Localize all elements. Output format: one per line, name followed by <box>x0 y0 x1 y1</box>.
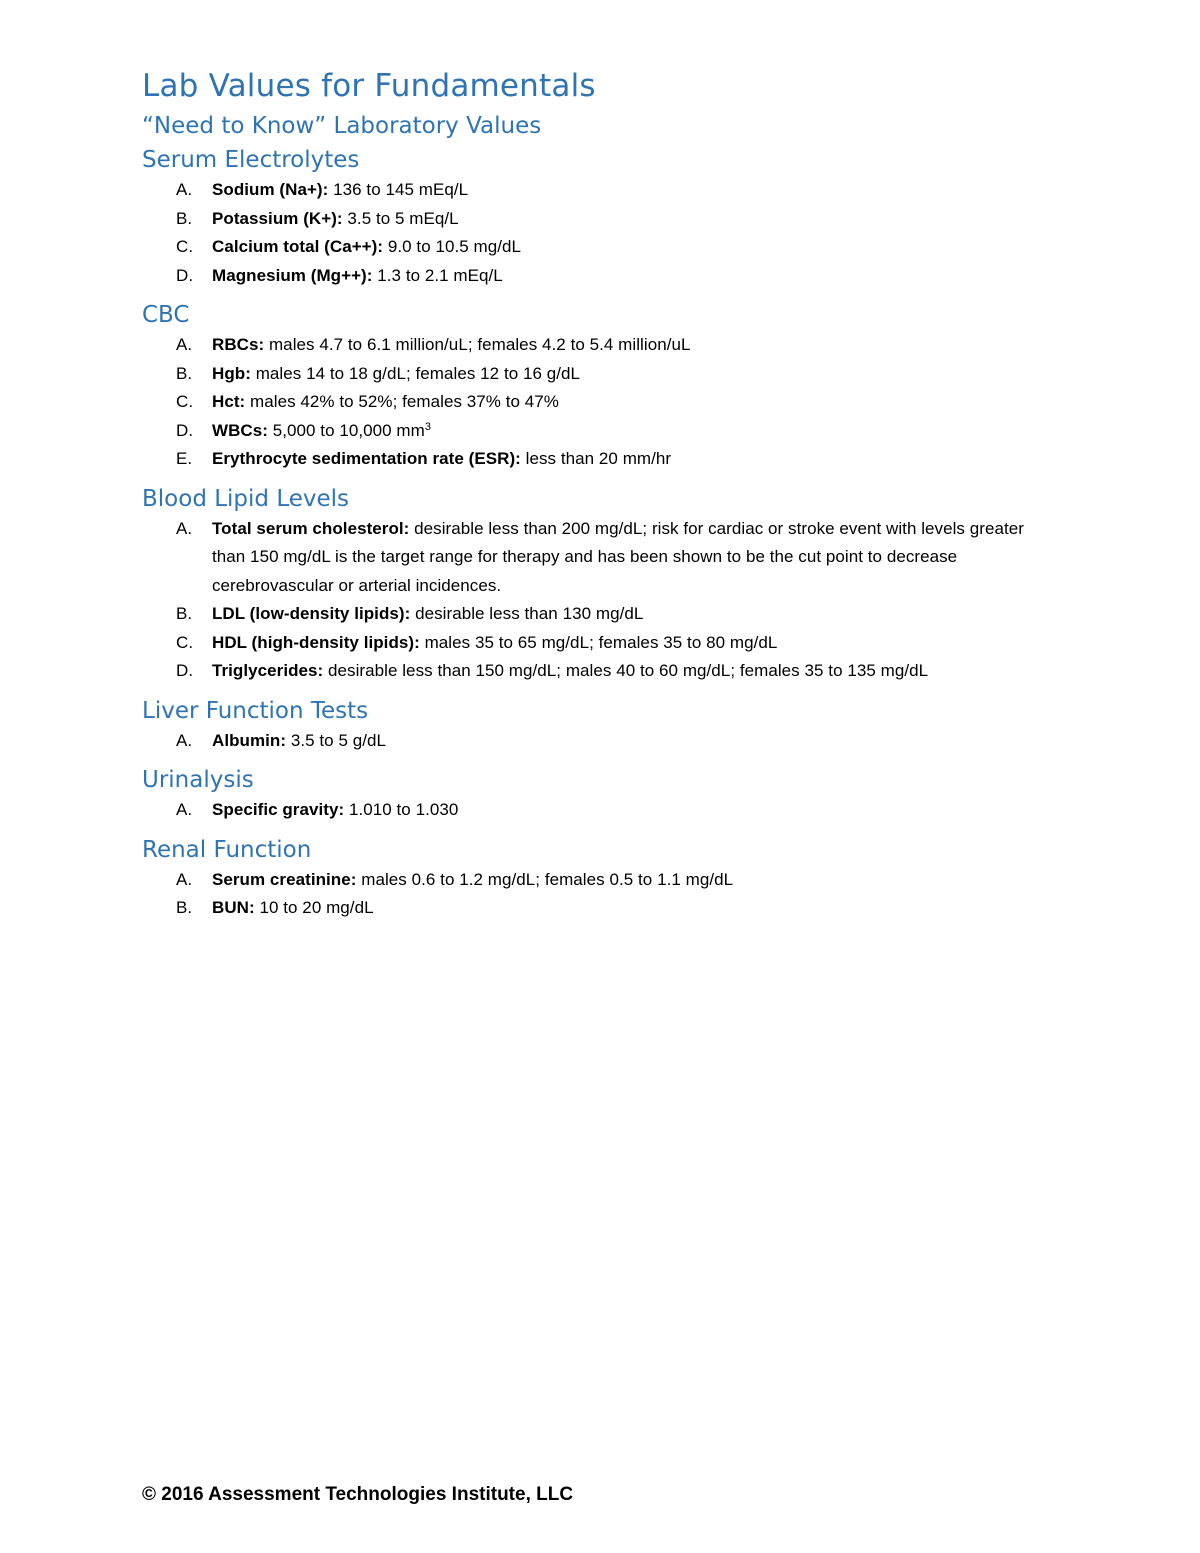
item-list <box>142 515 1062 686</box>
item-letter: A. <box>176 730 193 750</box>
section-serum-electrolytes <box>142 144 1062 290</box>
item-label: Serum creatinine: <box>212 869 357 889</box>
list-item <box>142 727 1062 756</box>
item-label: RBCs: <box>212 335 265 354</box>
section-heading: Renal Function <box>142 836 312 863</box>
list-item <box>142 894 1062 923</box>
item-label: Specific gravity: <box>212 800 345 819</box>
item-label: Erythrocyte sedimentation rate (ESR): <box>212 449 521 468</box>
list-item <box>142 205 1062 234</box>
list-item <box>142 866 1062 895</box>
list-item <box>142 233 1062 262</box>
item-label: Potassium (K+): <box>212 208 343 228</box>
item-value: males 14 to 18 g/dL; females 12 to 16 g/dL <box>250 363 581 383</box>
item-label: Sodium (Na+): <box>212 180 329 199</box>
item-value: less than 20 mm/hr <box>520 449 672 468</box>
section-heading: Blood Lipid Levels <box>142 485 350 512</box>
item-letter: C. <box>176 392 194 411</box>
item-letter: E. <box>176 449 193 468</box>
document-subtitle: “Need to Know” Laboratory Values <box>142 113 542 139</box>
item-value: 9.0 to 10.5 mg/dL <box>383 237 522 256</box>
list-item <box>142 262 1062 291</box>
section-heading: CBC <box>142 302 190 328</box>
item-list <box>142 796 1062 825</box>
list-item <box>142 176 1062 205</box>
item-letter: A. <box>176 869 193 889</box>
list-item <box>142 600 1062 629</box>
item-value: 5,000 to 10,000 mm <box>267 420 425 440</box>
section-cbc <box>142 299 1062 474</box>
list-item <box>142 657 1062 686</box>
item-label: WBCs: <box>212 420 268 440</box>
item-letter: B. <box>176 604 193 623</box>
item-value: 3.5 to 5 mEq/L <box>342 208 459 228</box>
list-item <box>142 331 1062 360</box>
item-letter: A. <box>176 335 193 354</box>
item-letter: D. <box>176 661 194 680</box>
item-value: 10 to 20 mg/dL <box>254 898 374 917</box>
superscript: 3 <box>424 420 432 433</box>
list-item <box>142 629 1062 658</box>
item-label: Total serum cholesterol: <box>212 518 410 538</box>
list-item <box>142 360 1062 389</box>
item-letter: D. <box>176 420 194 440</box>
section-heading: Liver Function Tests <box>142 697 369 724</box>
item-label: Triglycerides: <box>212 661 324 680</box>
section-heading: Urinalysis <box>142 767 254 793</box>
item-value: desirable less than 200 mg/dL; risk for cardiac or stroke event with levels greater than 150 mg/dL is the target range for therapy and has been shown to be the cut point to decrease cerebrovascular or arterial incidences. <box>212 518 1024 595</box>
list-item <box>142 515 1062 601</box>
item-value: males 35 to 65 mg/dL; females 35 to 80 mg/dL <box>419 632 778 652</box>
list-item <box>142 388 1062 417</box>
item-label: LDL (low-density lipids): <box>212 604 411 623</box>
item-value: males 0.6 to 1.2 mg/dL; females 0.5 to 1.1 mg/dL <box>356 869 734 889</box>
item-label: Hct: <box>212 392 246 411</box>
item-letter: B. <box>176 363 193 383</box>
section-blood-lipid-levels <box>142 483 1062 686</box>
item-value: males 42% to 52%; females 37% to 47% <box>245 392 559 411</box>
item-label: BUN: <box>212 898 255 917</box>
item-letter: A. <box>176 518 193 538</box>
item-value: 1.3 to 2.1 mEq/L <box>372 265 503 285</box>
item-letter: A. <box>176 800 193 819</box>
list-item <box>142 796 1062 825</box>
item-value: 3.5 to 5 g/dL <box>286 730 387 750</box>
item-label: Hgb: <box>212 363 251 383</box>
item-list <box>142 176 1062 290</box>
item-value: desirable less than 130 mg/dL <box>410 604 644 623</box>
item-letter: D. <box>176 265 194 285</box>
section-heading: Serum Electrolytes <box>142 147 360 173</box>
item-letter: C. <box>176 237 194 256</box>
item-value: 1.010 to 1.030 <box>344 800 459 819</box>
section-renal-function <box>142 834 1062 923</box>
item-letter: A. <box>176 180 193 199</box>
item-label: Magnesium (Mg++): <box>212 265 373 285</box>
item-label: HDL (high-density lipids): <box>212 632 420 652</box>
item-label: Calcium total (Ca++): <box>212 237 384 256</box>
item-value: males 4.7 to 6.1 million/uL; females 4.2 to 5.4 million/uL <box>264 335 691 354</box>
document-page <box>142 64 1062 932</box>
list-item <box>142 445 1062 474</box>
item-list <box>142 331 1062 474</box>
item-value: desirable less than 150 mg/dL; males 40 to 60 mg/dL; females 35 to 135 mg/dL <box>323 661 929 680</box>
item-value: 136 to 145 mEq/L <box>328 180 469 199</box>
item-letter: B. <box>176 898 193 917</box>
item-label: Albumin: <box>212 730 287 750</box>
item-list <box>142 727 1062 756</box>
item-list <box>142 866 1062 923</box>
item-letter: B. <box>176 208 193 228</box>
document-title: Lab Values for Fundamentals <box>142 68 596 104</box>
section-urinalysis <box>142 764 1062 825</box>
section-liver-function-tests <box>142 695 1062 756</box>
item-letter: C. <box>176 632 194 652</box>
copyright-footer: © 2016 Assessment Technologies Institute, LLC <box>142 1484 574 1505</box>
list-item <box>142 417 1062 446</box>
